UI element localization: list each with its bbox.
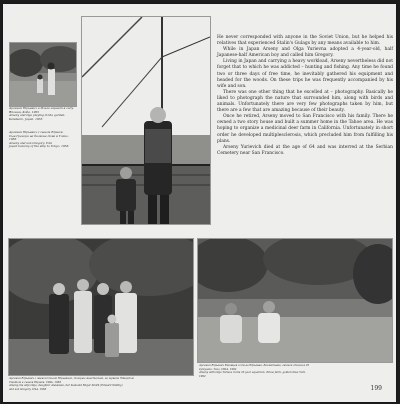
photo-couple-garden [197, 238, 393, 363]
caption-family-ru-1: Арсений Юрьевич с женой Ольгой Юрьевной, дочерью Анастасией, ее мужем Эдвардом [9, 377, 134, 380]
body-text [217, 35, 393, 157]
caption-family-en-1: Arseny, his wife Olga, daughter Anastasia, her husband Edgar Smith (Edward Smithy) [9, 384, 123, 387]
photo-garden [9, 42, 77, 107]
caption-balcony-ru-3: 1956 [9, 137, 17, 141]
caption-balcony-ru-1: Арсений Юрьевич с сыном Юрием. [9, 130, 64, 134]
caption-balcony-en-1: Arseny and son Gregory. Toki [9, 140, 53, 145]
paragraph: There was one other thing that he excelled at – photography. Basically he liked to photograph the nature that surrounded him, along with birds and animals. Unfortunately there are very few photographs taken by him, but there are a few that are amazing because of their beauty. [217, 89, 393, 114]
caption-balcony-ru-2: Сын Грегори на балконе дома в Токио. [9, 133, 69, 138]
caption-couple-en-2: 1962 [199, 374, 206, 378]
caption-couple-ru-2: кутушки. Тахо, США. 1962 [199, 367, 237, 371]
caption-garden-en-1: Arseny and Ilga playing in the garden. [9, 113, 66, 117]
caption-family-ru-2: Смитом и сыном Юрием. США. 1963 [9, 380, 62, 384]
caption-couple-ru-1: Арсений Юрьевич Вшивцев и Ольга Юрьевна, Бахметьева, снимок сделан в 25 [199, 364, 310, 367]
caption-balcony-en-2: Japan balcony of the ship to Tokyo. 1956 [9, 144, 69, 148]
paragraph: He never corresponded with anyone in the Soviet Union, but he helped his relatives that experienced Stalin's Gulags by any means available to him. [217, 35, 393, 47]
paragraph: Living in Japan and carrying a heavy workload, Arseny nevertheless did not forget that to which he was addicted – hunting and fishing. Any time he found two or three days of free time, he inevitably gathered his equipment and headed for the woods. On these trips he was frequently accompanied by his wife and son. [217, 59, 393, 89]
paragraph: While in Japan Arseny and Olga Yurievna adopted a 4-year-old, half Japanese-half American boy and called him Gregory. [217, 47, 393, 59]
caption-couple-en-1: Arseny with Olga Yurieva in his 25 year aquarium. Tahoe farm, golden New York. [199, 371, 306, 374]
caption-family-en-2: and son Gregory. USA. 1963 [9, 387, 47, 391]
paragraph: Once he retired, Arseny moved to San Francisco with his family. There he owned a two story house and built a summer home in the Tahoe area. He was hoping to organize a medicinal deer farm in California. Unfortunately in short order he developed multiplesclerosis, which precluded him from fulfilling his plans. [217, 114, 393, 144]
photo-family-group [8, 238, 194, 376]
paragraph: Arseny Yurievich died at the age of 64 and was interred at the Serbian Cemetery near San Francisco. [217, 144, 393, 156]
caption-garden-ru-1: Арсений Юрьевич и Ильга играют в саду. [9, 106, 75, 110]
page-number: 199 [370, 385, 382, 392]
book-page [3, 4, 396, 402]
caption-garden-ru-2: Япония, Кобе. 1955 [9, 109, 40, 114]
caption-garden-en-2: Kandeero, Japan. 1955 [9, 116, 43, 121]
photo-ship-balcony [81, 16, 211, 225]
